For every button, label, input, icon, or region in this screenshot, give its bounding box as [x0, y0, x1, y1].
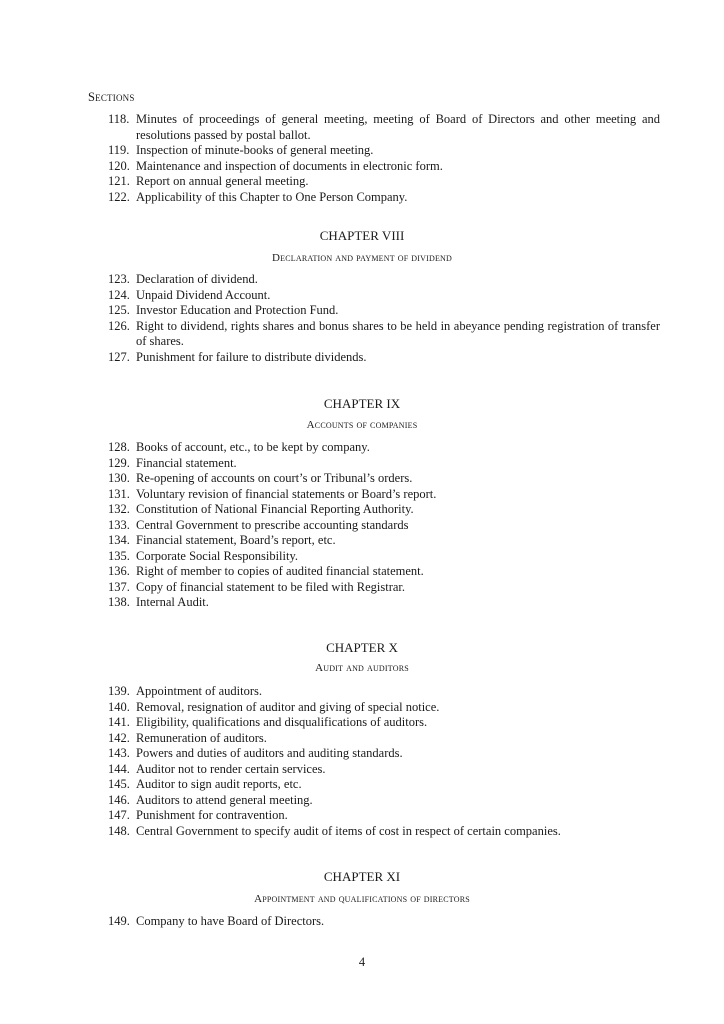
- list-item: [108, 440, 660, 456]
- chapter-title: CHAPTER IX: [323, 396, 401, 411]
- list-item: [108, 762, 660, 778]
- section-number: 133.: [108, 517, 130, 532]
- section-number: 126.: [108, 318, 130, 333]
- list-item: [108, 700, 660, 716]
- section-number: 119.: [108, 143, 130, 157]
- section-number: 139.: [108, 684, 130, 698]
- chapter-title: CHAPTER XI: [323, 869, 401, 884]
- list-item: [108, 502, 660, 518]
- list-item: [108, 112, 660, 143]
- section-number: 141.: [108, 715, 130, 729]
- list-item: [108, 595, 660, 611]
- section-number: 137.: [108, 579, 130, 594]
- section-number: 146.: [108, 792, 130, 807]
- section-text: Eligibility, qualifications and disqualifications of auditors.: [136, 715, 428, 729]
- list-item: [108, 793, 660, 809]
- list-item: [108, 746, 660, 762]
- list-item: [108, 549, 660, 565]
- section-text: Financial statement.: [136, 455, 237, 470]
- section-text: Constitution of National Financial Reporting Authority.: [136, 502, 414, 516]
- section-number: 118.: [108, 112, 130, 126]
- list-item: [108, 533, 660, 549]
- list-item: [108, 350, 660, 366]
- section-text: Unpaid Dividend Account.: [136, 287, 271, 302]
- section-text: Removal, resignation of auditor and giving of special notice.: [136, 699, 440, 714]
- list-item: [108, 715, 660, 731]
- section-text: Internal Audit.: [136, 595, 209, 609]
- list-item: [108, 564, 660, 580]
- section-text: Central Government to specify audit of items of cost in respect of certain companies.: [136, 823, 561, 838]
- section-number: 121.: [108, 174, 130, 188]
- list-item: [108, 914, 660, 930]
- section-text: Auditors to attend general meeting.: [136, 792, 313, 807]
- section-number: 142.: [108, 730, 130, 745]
- section-list-chapter-x: [108, 684, 660, 839]
- list-item: [108, 580, 660, 596]
- section-number: 138.: [108, 595, 130, 609]
- list-item: [108, 190, 660, 206]
- section-number: 120.: [108, 158, 130, 173]
- list-item: [108, 777, 660, 793]
- section-number: 124.: [108, 287, 130, 302]
- section-number: 131.: [108, 486, 130, 501]
- chapter-title: CHAPTER X: [326, 640, 398, 655]
- section-text: Auditor not to render certain services.: [136, 761, 326, 776]
- chapter-subtitle: Appointment and qualifications of directors: [254, 893, 470, 905]
- section-text: Company to have Board of Directors.: [136, 914, 325, 928]
- section-number: 123.: [108, 272, 130, 286]
- section-text: Applicability of this Chapter to One Person Company.: [136, 189, 408, 204]
- list-item: [108, 824, 660, 840]
- chapter-title: CHAPTER VIII: [319, 228, 405, 243]
- section-text: Appointment of auditors.: [136, 684, 263, 698]
- list-item: [108, 518, 660, 534]
- section-list-initial: [108, 112, 660, 205]
- list-item: [108, 684, 660, 700]
- chapter-subtitle: Accounts of companies: [306, 419, 418, 431]
- sections-label: Sections: [88, 90, 135, 104]
- list-item: [108, 174, 660, 190]
- section-number: 134.: [108, 533, 130, 547]
- chapter-subtitle: Declaration and payment of dividend: [271, 252, 453, 264]
- section-text: Inspection of minute-books of general meeting.: [136, 143, 374, 157]
- section-text: Books of account, etc., to be kept by company.: [136, 440, 370, 454]
- section-text: Punishment for failure to distribute dividends.: [136, 349, 367, 364]
- list-item: [108, 456, 660, 472]
- section-number: 149.: [108, 914, 130, 928]
- section-number: 144.: [108, 761, 130, 776]
- section-number: 129.: [108, 455, 130, 470]
- list-item: [108, 319, 660, 350]
- list-item: [108, 272, 660, 288]
- section-text: Powers and duties of auditors and auditing standards.: [136, 746, 403, 760]
- section-number: 147.: [108, 808, 130, 822]
- section-number: 135.: [108, 548, 130, 563]
- section-number: 132.: [108, 502, 130, 516]
- section-text: Punishment for contravention.: [136, 808, 288, 822]
- section-number: 127.: [108, 349, 130, 364]
- section-text: Central Government to prescribe accounting standards: [136, 517, 409, 532]
- section-text: Copy of financial statement to be filed with Registrar.: [136, 579, 406, 594]
- page-number: 4: [358, 955, 366, 969]
- section-text: Maintenance and inspection of documents in electronic form.: [136, 158, 443, 173]
- section-text: Investor Education and Protection Fund.: [136, 303, 339, 317]
- list-item: [108, 471, 660, 487]
- list-item: [108, 808, 660, 824]
- section-text: Report on annual general meeting.: [136, 174, 309, 188]
- section-text: Corporate Social Responsibility.: [136, 548, 299, 563]
- section-text: Right to dividend, rights shares and bonus shares to be held in abeyance pending registration of transfer of shares.: [136, 318, 660, 348]
- section-number: 143.: [108, 746, 130, 760]
- section-number: 122.: [108, 189, 130, 204]
- section-text: Re-opening of accounts on court’s or Tribunal’s orders.: [136, 471, 413, 485]
- list-item: [108, 303, 660, 319]
- list-item: [108, 288, 660, 304]
- section-number: 136.: [108, 564, 130, 578]
- section-text: Auditor to sign audit reports, etc.: [136, 777, 302, 791]
- section-list-chapter-ix: [108, 440, 660, 611]
- section-number: 130.: [108, 471, 130, 485]
- list-item: [108, 487, 660, 503]
- list-item: [108, 159, 660, 175]
- section-text: Minutes of proceedings of general meeting, meeting of Board of Directors and other meeting and resolutions passed by postal ballot.: [136, 112, 660, 142]
- section-number: 128.: [108, 440, 130, 454]
- list-item: [108, 731, 660, 747]
- section-number: 148.: [108, 823, 130, 838]
- section-list-chapter-viii: [108, 272, 660, 365]
- section-number: 145.: [108, 777, 130, 791]
- section-number: 125.: [108, 303, 130, 317]
- section-text: Right of member to copies of audited financial statement.: [136, 564, 424, 578]
- section-text: Remuneration of auditors.: [136, 730, 267, 745]
- chapter-subtitle: Audit and auditors: [315, 662, 409, 674]
- section-list-chapter-xi: [108, 914, 660, 930]
- section-number: 140.: [108, 699, 130, 714]
- section-text: Voluntary revision of financial statements or Board’s report.: [136, 486, 437, 501]
- section-text: Declaration of dividend.: [136, 272, 258, 286]
- section-text: Financial statement, Board’s report, etc.: [136, 533, 336, 547]
- list-item: [108, 143, 660, 159]
